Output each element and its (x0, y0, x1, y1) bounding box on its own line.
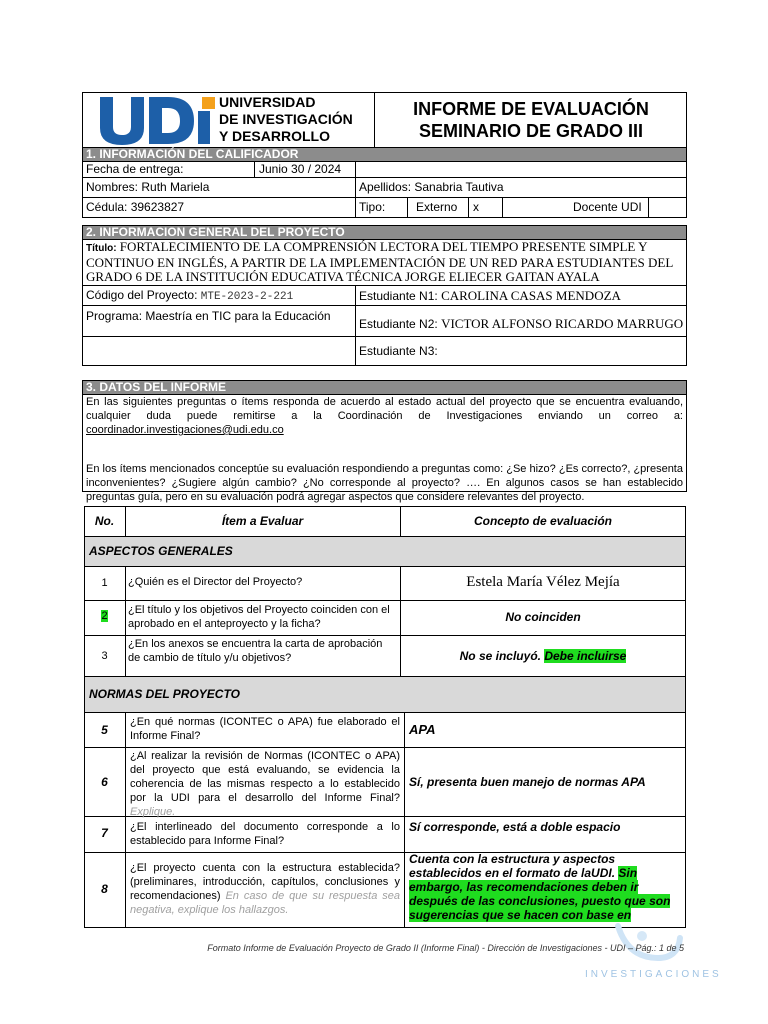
instructions-para1 (86, 395, 683, 437)
row8-item-hint: En caso de que su respuesta sea negativa, explique los hallazgos. (130, 890, 400, 916)
row6-no: 6 (101, 775, 108, 789)
apellidos-field: Apellidos: Sanabria Tautiva (359, 180, 504, 194)
externo-label: Externo (416, 200, 458, 214)
estudiante2-field (359, 316, 683, 332)
row5-no: 5 (101, 723, 108, 737)
row6-concepto: Sí, presenta buen manejo de normas APA (409, 775, 646, 789)
row1-no: 1 (101, 577, 108, 589)
section3-heading: 3. DATOS DEL INFORME (83, 381, 686, 395)
row2-concepto: No coinciden (505, 610, 581, 624)
externo-mark: x (473, 200, 479, 214)
estudiante1-value: CAROLINA CASAS MENDOZA (441, 288, 621, 303)
row6-item-hint: Explique. (130, 806, 176, 818)
row6-item-text: ¿Al realizar la revisión de Normas (ICONTEC o APA) del proyecto que está evaluando, se evidencia la coherencia de las mismas respecto a lo establecido por la UDI para el desarrollo del Informe Final? (130, 750, 400, 804)
docente-label: Docente UDI (573, 200, 642, 214)
row3-concepto-highlight: Debe incluirse (544, 649, 627, 663)
row5-item: ¿En qué normas (ICONTEC o APA) fue elaborado el Informe Final? (130, 716, 400, 742)
row1-item: ¿Quién es el Director del Proyecto? (128, 576, 303, 588)
row8-concepto (409, 852, 681, 926)
group2-label: NORMAS DEL PROYECTO (89, 687, 240, 701)
col-header-concepto: Concepto de evaluación (473, 514, 613, 528)
nombres-field: Nombres: Ruth Mariela (86, 180, 210, 194)
university-line3: Y DESARROLLO (219, 128, 330, 144)
row8-concepto-highlight: Sin embargo, las recomendaciones deben ir después de las conclusiones, puesto que son sugerencias que se hacen con base en (409, 866, 671, 922)
group1-label: ASPECTOS GENERALES (89, 544, 233, 558)
col-header-item: Ítem a Evaluar (221, 514, 304, 528)
university-line2: DE INVESTIGACIÓN (219, 111, 353, 127)
row2-no (84, 610, 125, 622)
row5-concepto: APA (409, 722, 436, 737)
titulo-value: FORTALECIMIENTO DE LA COMPRENSIÓN LECTORA DEL TIEMPO PRESENTE SIMPLE Y CONTINUO EN INGLÉS, A PARTIR DE LA IMPLEMENTACIÓN DE UN RED PARA ESTUDIANTES DEL GRADO 6 DE LA INSTITUCIÓN EDUCATIVA TÉCNICA JORGE ELIECER GAITAN AYALA (86, 239, 673, 284)
estudiante3-label: Estudiante N3: (359, 344, 438, 358)
title-line1: INFORME DE EVALUACIÓN (413, 99, 649, 119)
project-title (86, 240, 684, 284)
estudiante1-field (359, 288, 621, 304)
university-line1: UNIVERSIDAD (219, 94, 316, 110)
coordinator-email-link[interactable]: coordinador.investigaciones@udi.edu.co (86, 424, 284, 436)
fecha-label: Fecha de entrega: (86, 162, 184, 176)
programa-field: Programa: Maestría en TIC para la Educación (86, 309, 331, 323)
row3-concepto (400, 649, 686, 663)
row1-concepto: Estela María Vélez Mejía (466, 574, 620, 590)
titulo-label: Título: (86, 243, 117, 254)
footer-text: Formato Informe de Evaluación Proyecto de Grado II (Informe Final) - Dirección de Investigaciones - UDI – Pág.: 1 de 5 (207, 943, 684, 953)
row7-concepto: Sí corresponde, está a doble espacio (409, 820, 621, 834)
watermark-text: INVESTIGACIONES (585, 969, 722, 980)
row6-item (130, 749, 400, 819)
tipo-label: Tipo: (359, 200, 386, 214)
row8-item (130, 861, 400, 917)
codigo-label: Código del Proyecto: (86, 288, 198, 302)
section2-heading: 2. INFORMACION GENERAL DEL PROYECTO (83, 226, 686, 240)
col-header-no: No. (94, 514, 115, 528)
fecha-value: Junio 30 / 2024 (259, 162, 342, 176)
row2-item: ¿El título y los objetivos del Proyecto coinciden con el aprobado en el anteproyecto y la ficha? (128, 604, 390, 630)
row8-concepto-text: Cuenta con la estructura y aspectos establecidos en el formato de laUDI. (409, 852, 616, 880)
row7-no: 7 (101, 826, 108, 840)
title-line2: SEMINARIO DE GRADO III (418, 121, 643, 141)
row3-concepto-text: No se incluyó. (459, 649, 541, 663)
row2-no-text: 2 (101, 610, 108, 622)
row3-item: ¿En los anexos se encuentra la carta de aprobación de cambio de título y/u objetivos? (128, 638, 383, 664)
udi-logo (98, 95, 216, 145)
row8-item-text: ¿El proyecto cuenta con la estructura establecida? (preliminares, introducción, capítulos, conclusiones y recomendaciones) (130, 862, 400, 902)
row7-item: ¿El interlineado del documento corresponde a lo establecido para Informe Final? (130, 821, 400, 847)
row3-no: 3 (101, 650, 108, 662)
estudiante1-label: Estudiante N1: (359, 289, 438, 303)
university-name (219, 94, 353, 145)
codigo-field (86, 288, 293, 303)
section1-heading: 1. INFORMACIÓN DEL CALIFICADOR (83, 148, 686, 162)
para1-text: En las siguientes preguntas o ítems responda de acuerdo al estado actual del proyecto que se encuentra evaluando, cualquier duda puede remitirse a la Coordinación de Investigaciones enviando un correo a: (86, 396, 683, 422)
estudiante2-value: VICTOR ALFONSO RICARDO MARRUGO (441, 316, 684, 331)
row8-no: 8 (101, 882, 108, 896)
estudiante2-label: Estudiante N2: (359, 317, 438, 331)
instructions-para2: En los ítems mencionados conceptúe su evaluación respondiendo a preguntas como: ¿Se hizo? ¿Es correcto?, ¿presenta inconvenientes? ¿Sugiere algún cambio? ¿No corresponde al proyecto? …. En algunos casos se han establecido preguntas guía, pero en su evaluación podrá agregar aspectos que considere relevantes del proyecto. (86, 463, 683, 503)
udi-logo-graphic (98, 95, 216, 145)
cedula-field: Cédula: 39623827 (86, 200, 185, 214)
document-title (376, 98, 686, 142)
codigo-value: MTE-2023-2-221 (200, 291, 294, 303)
